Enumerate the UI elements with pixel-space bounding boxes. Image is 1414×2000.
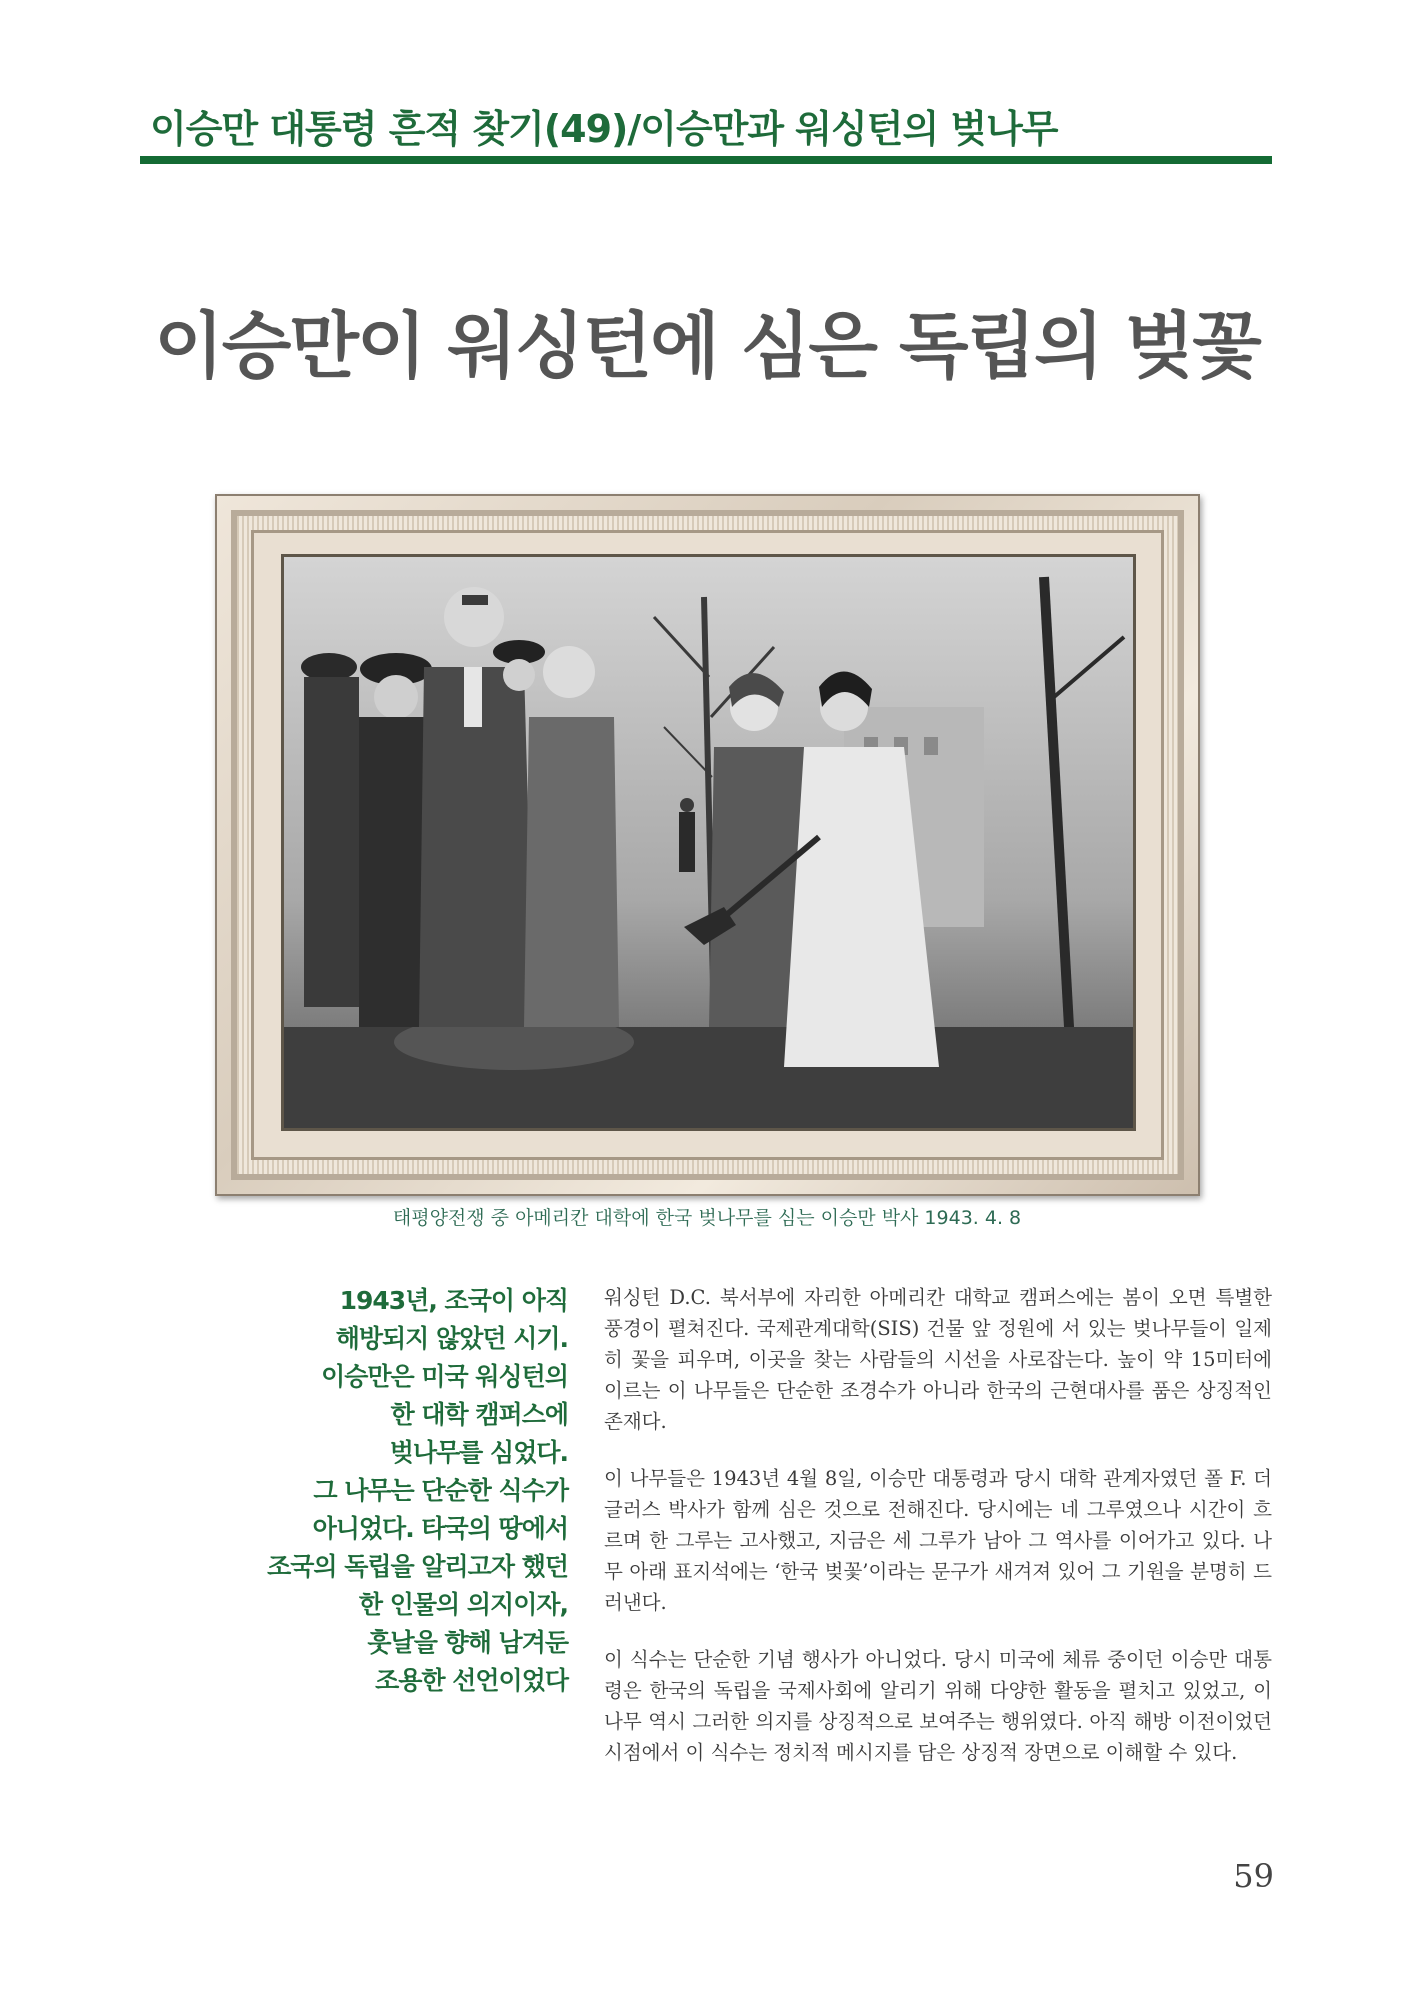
pull-quote-line: 해방되지 않았던 시기. [335,1324,568,1353]
pull-quote-line: 한 인물의 의지이자, [358,1590,568,1619]
pull-quote-line: 아니었다. 타국의 땅에서 [312,1514,568,1543]
body-paragraph: 이 식수는 단순한 기념 행사가 아니었다. 당시 미국에 체류 중이던 이승만 대통령은 한국의 독립을 국제사회에 알리기 위해 다양한 활동을 펼치고 있었고, 이 나무 역시 그러한 의지를 상징적으로 보여주는 행위였다. 아직 해방 이전이었던 시점에서 이 식수는 정치적 메시지를 담은 상징적 장면으로 이해할 수 있다. [604,1648,1272,1764]
pull-quote-line: 그 나무는 단순한 식수가 [313,1476,568,1505]
article-body [604,1282,1272,1794]
pull-quote-line: 한 대학 캠퍼스에 [390,1400,568,1429]
body-paragraph: 이 나무들은 1943년 4월 8일, 이승만 대통령과 당시 대학 관계자였던 폴 F. 더글러스 박사가 함께 심은 것으로 전해진다. 당시에는 네 그루였으나 시간이 흐르며 한 그루는 고사했고, 지금은 세 그루가 남아 그 역사를 이어가고 있다. 나무 아래 표지석에는 ‘한국 벚꽃’이라는 문구가 새겨져 있어 그 기원을 분명히 드러낸다. [604,1467,1272,1614]
page-number: 59 [1233,1857,1274,1895]
pull-quote-line: 벚나무를 심었다. [389,1438,568,1467]
pull-quote-line: 조국의 독립을 알리고자 했던 [267,1552,568,1581]
header-divider [140,156,1272,164]
body-paragraph: 워싱턴 D.C. 북서부에 자리한 아메리칸 대학교 캠퍼스에는 봄이 오면 특별한 풍경이 펼쳐진다. 국제관계대학(SIS) 건물 앞 정원에 서 있는 벚나무들이 일제히 꽃을 피우며, 이곳을 찾는 사람들의 시선을 사로잡는다. 높이 약 15미터에 이르는 이 나무들은 단순한 조경수가 아니라 한국의 근현대사를 품은 상징적인 존재다. [604,1286,1272,1433]
pull-quote [200,1282,568,1700]
pull-quote-line: 1943년, 조국이 아직 [339,1286,568,1315]
pull-quote-line: 훗날을 향해 남겨둔 [367,1628,568,1657]
series-title: 이승만 대통령 흔적 찾기(49)/이승만과 워싱턴의 벚나무 [150,107,1058,151]
pull-quote-line: 이승만은 미국 워싱턴의 [321,1362,568,1391]
historical-photo [281,554,1136,1131]
article-title: 이승만이 워싱턴에 심은 독립의 벚꽃 [154,304,1260,388]
photo-caption: 태평양전쟁 중 아메리칸 대학에 한국 벚나무를 심는 이승만 박사 1943. 4. 8 [392,1207,1022,1229]
tree-planting-photo-illustration [284,557,1133,1128]
pull-quote-line: 조용한 선언이었다 [375,1666,568,1695]
photo-frame [215,494,1200,1196]
